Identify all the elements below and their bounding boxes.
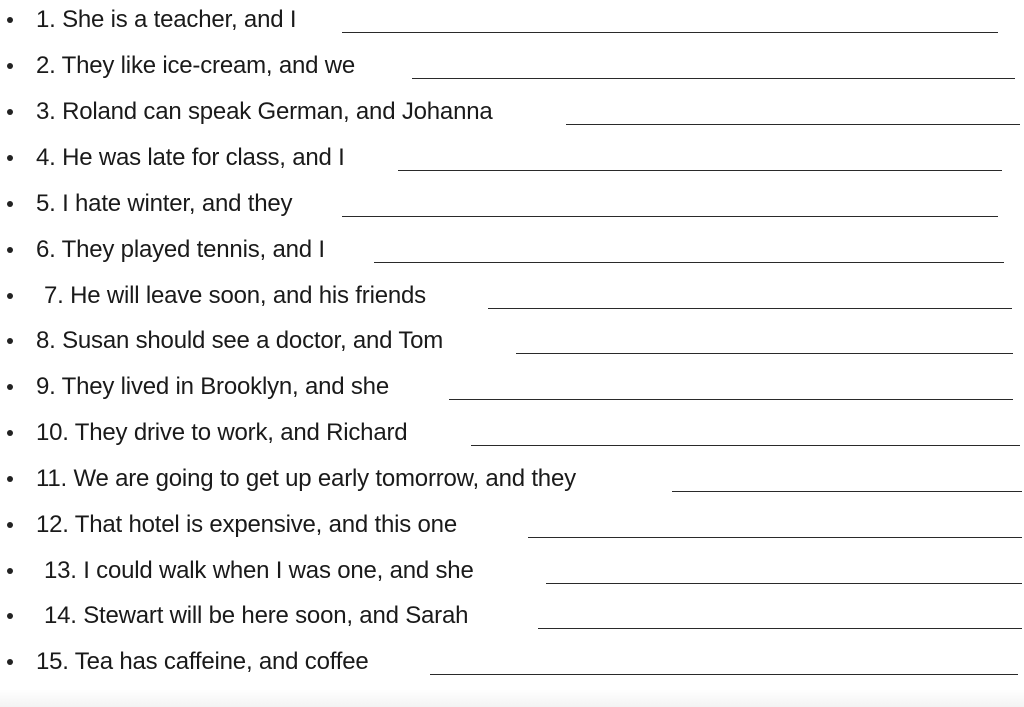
bullet-icon — [7, 63, 13, 69]
exercise-prompt: 10. They drive to work, and Richard — [36, 419, 408, 446]
answer-blank[interactable] — [471, 445, 1020, 446]
exercise-prompt: 4. He was late for class, and I — [36, 144, 345, 171]
exercise-prompt: 13. I could walk when I was one, and she — [44, 557, 474, 584]
exercise-prompt: 1. She is a teacher, and I — [36, 6, 297, 33]
answer-blank[interactable] — [342, 216, 998, 217]
bullet-icon — [7, 201, 13, 207]
answer-blank[interactable] — [398, 170, 1002, 171]
answer-blank[interactable] — [374, 262, 1004, 263]
exercise-prompt: 8. Susan should see a doctor, and Tom — [36, 327, 444, 354]
page-edge — [0, 690, 1024, 707]
exercise-prompt: 7. He will leave soon, and his friends — [44, 282, 426, 309]
bullet-icon — [7, 247, 13, 253]
exercise-prompt: 9. They lived in Brooklyn, and she — [36, 373, 389, 400]
bullet-icon — [7, 17, 13, 23]
exercise-prompt: 5. I hate winter, and they — [36, 190, 293, 217]
answer-blank[interactable] — [430, 674, 1018, 675]
bullet-icon — [7, 338, 13, 344]
bullet-icon — [7, 476, 13, 482]
answer-blank[interactable] — [449, 399, 1013, 400]
bullet-icon — [7, 430, 13, 436]
bullet-icon — [7, 109, 13, 115]
exercise-prompt: 14. Stewart will be here soon, and Sarah — [44, 602, 469, 629]
answer-blank[interactable] — [488, 308, 1012, 309]
bullet-icon — [7, 568, 13, 574]
bullet-icon — [7, 384, 13, 390]
answer-blank[interactable] — [672, 491, 1022, 492]
bullet-icon — [7, 155, 13, 161]
answer-blank[interactable] — [538, 628, 1022, 629]
answer-blank[interactable] — [516, 353, 1013, 354]
bullet-icon — [7, 613, 13, 619]
exercise-prompt: 12. That hotel is expensive, and this one — [36, 511, 457, 538]
bullet-icon — [7, 293, 13, 299]
exercise-prompt: 2. They like ice-cream, and we — [36, 52, 356, 79]
answer-blank[interactable] — [342, 32, 998, 33]
bullet-icon — [7, 659, 13, 665]
bullet-icon — [7, 522, 13, 528]
answer-blank[interactable] — [566, 124, 1020, 125]
exercise-prompt: 3. Roland can speak German, and Johanna — [36, 98, 493, 125]
exercise-prompt: 11. We are going to get up early tomorrow, and they — [36, 465, 576, 492]
exercise-prompt: 6. They played tennis, and I — [36, 236, 325, 263]
answer-blank[interactable] — [412, 78, 1015, 79]
answer-blank[interactable] — [528, 537, 1022, 538]
answer-blank[interactable] — [546, 583, 1022, 584]
exercise-prompt: 15. Tea has caffeine, and coffee — [36, 648, 369, 675]
